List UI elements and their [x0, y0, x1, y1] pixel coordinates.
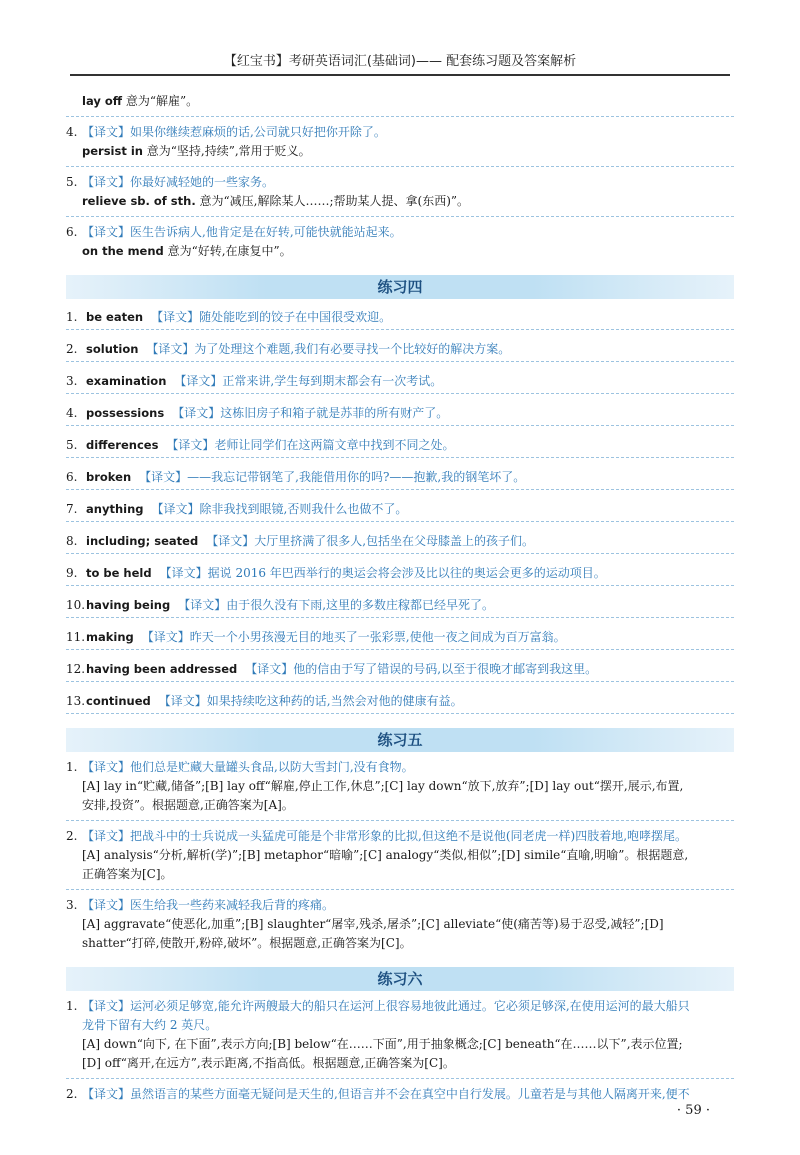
translation-tag: 【译文】 [82, 999, 131, 1013]
list-item [66, 223, 734, 261]
options-text: shatter“打碎,使散开,粉碎,破坏”。根据题意,正确答案为[C]。 [82, 936, 412, 950]
note: 意为“好转,在康复中”。 [163, 244, 292, 258]
item-number: 1. [66, 310, 78, 324]
translation-text: 除非我找到眼镜,否则我什么也做不了。 [199, 502, 408, 516]
item-number: 1. [66, 760, 78, 774]
translation-tag: 【译文】 [174, 374, 223, 388]
table-row [66, 369, 734, 394]
carryover-note [66, 92, 734, 117]
translation-tag: 【译文】 [139, 470, 188, 484]
table-row [66, 497, 734, 522]
translation-text: 这栋旧房子和箱子就是苏菲的所有财产了。 [220, 406, 449, 420]
table-row [66, 305, 734, 330]
translation-text: 随处能吃到的饺子在中国很受欢迎。 [199, 310, 392, 324]
translation-text: 如果你继续惹麻烦的话,公司就只好把你开除了。 [130, 125, 386, 139]
list-item [66, 173, 734, 217]
translation-tag: 【译文】 [166, 438, 215, 452]
list-item [66, 997, 734, 1079]
table-row [66, 401, 734, 426]
translation-text: 医生给我一些药来减轻我后背的疼痛。 [130, 898, 335, 912]
item-number: 5. [66, 175, 78, 189]
page-number: · 59 · [676, 1103, 710, 1118]
translation-tag: 【译文】 [206, 534, 255, 548]
translation-text: 虽然语言的某些方面毫无疑问是天生的,但语言并不会在真空中自行发展。儿童若是与其他人隔离开来,便不 [130, 1087, 690, 1101]
translation-tag: 【译文】 [82, 125, 131, 139]
item-number: 2. [66, 342, 78, 356]
answer: solution [86, 342, 139, 356]
content [66, 92, 734, 1113]
item-number: 3. [66, 374, 78, 388]
translation-text: 你最好减轻她的一些家务。 [130, 175, 275, 189]
table-row [66, 593, 734, 618]
item-number: 10. [66, 598, 86, 612]
translation-tag: 【译文】 [151, 502, 200, 516]
translation-tag: 【译文】 [82, 898, 131, 912]
item-number: 4. [66, 125, 78, 139]
translation-text: 龙骨下留有大约 2 英尺。 [82, 1018, 218, 1032]
table-row [66, 625, 734, 650]
translation-tag: 【译文】 [158, 694, 207, 708]
options-text: [A] down“向下, 在下面”,表示方向;[B] below“在……下面”,用于抽象概念;[C] beneath“在……以下”,表示位置; [82, 1037, 683, 1051]
item-number: 8. [66, 534, 78, 548]
note: 意为“减压,解除某人……;帮助某人提、拿(东西)”。 [195, 194, 470, 208]
translation-tag: 【译文】 [82, 760, 131, 774]
translation-tag: 【译文】 [82, 1087, 131, 1101]
section-title-exercise-6: 练习六 [66, 967, 734, 991]
translation-text: 正常来讲,学生每到期末都会有一次考试。 [222, 374, 443, 388]
header-rule [70, 74, 730, 76]
list-item [66, 758, 734, 821]
page-header: 【红宝书】考研英语词汇(基础词)—— 配套练习题及答案解析 [223, 54, 577, 69]
item-number: 13. [66, 694, 86, 708]
answer: possessions [86, 406, 165, 420]
answer: anything [86, 502, 144, 516]
translation-tag: 【译文】 [151, 310, 200, 324]
translation-tag: 【译文】 [82, 225, 131, 239]
table-row [66, 465, 734, 490]
list-item [66, 1085, 734, 1104]
options-text: [D] off“离开,在远方”,表示距离,不指高低。根据题意,正确答案为[C]。 [82, 1056, 455, 1070]
answer: differences [86, 438, 159, 452]
list-item [66, 827, 734, 890]
item-number: 12. [66, 662, 86, 676]
item-number: 4. [66, 406, 78, 420]
translation-text: 由于很久没有下雨,这里的多数庄稼都已经早死了。 [226, 598, 495, 612]
exercise-4-list [66, 305, 734, 714]
options-text: 正确答案为[C]。 [82, 867, 173, 881]
item-number: 1. [66, 999, 78, 1013]
translation-text: 他的信由于写了错误的号码,以至于很晚才邮寄到我这里。 [293, 662, 598, 676]
translation-text: 据说 2016 年巴西举行的奥运会将会涉及比以往的奥运会更多的运动项目。 [207, 566, 606, 580]
translation-text: 运河必须足够宽,能允许两艘最大的船只在运河上很容易地彼此通过。它必须足够深,在使用运河的最大船只 [130, 999, 690, 1013]
table-row [66, 657, 734, 682]
table-row [66, 433, 734, 458]
translation-tag: 【译文】 [146, 342, 195, 356]
options-text: [A] lay in“贮藏,储备”;[B] lay off“解雇,停止工作,休息”;[C] lay down“放下,放弃”;[D] lay out“摆开,展示,布置, [82, 779, 684, 793]
answer: continued [86, 694, 151, 708]
item-number: 6. [66, 470, 78, 484]
translation-text: 大厅里挤满了很多人,包括坐在父母膝盖上的孩子们。 [254, 534, 535, 548]
item-number: 6. [66, 225, 78, 239]
note: 意为“解雇”。 [122, 94, 199, 108]
translation-text: 昨天一个小男孩漫无目的地买了一张彩票,使他一夜之间成为百万富翁。 [189, 630, 566, 644]
translation-text: 他们总是贮藏大量罐头食品,以防大雪封门,没有食物。 [130, 760, 414, 774]
options-text: 安排,投资”。根据题意,正确答案为[A]。 [82, 798, 294, 812]
translation-text: 医生告诉病人,他肯定是在好转,可能快就能站起来。 [130, 225, 402, 239]
translation-tag: 【译文】 [245, 662, 294, 676]
item-number: 3. [66, 898, 78, 912]
table-row [66, 529, 734, 554]
answer: be eaten [86, 310, 144, 324]
item-number: 7. [66, 502, 78, 516]
answer: broken [86, 470, 132, 484]
answer: making [86, 630, 134, 644]
table-row [66, 689, 734, 714]
item-number: 5. [66, 438, 78, 452]
translation-tag: 【译文】 [159, 566, 208, 580]
translation-tag: 【译文】 [82, 829, 131, 843]
item-number: 9. [66, 566, 78, 580]
translation-text: 老师让同学们在这两篇文章中找到不同之处。 [214, 438, 455, 452]
translation-tag: 【译文】 [172, 406, 221, 420]
translation-text: ——我忘记带钢笔了,我能借用你的吗?——抱歉,我的钢笔坏了。 [187, 470, 526, 484]
list-item [66, 123, 734, 167]
answer: examination [86, 374, 167, 388]
table-row [66, 561, 734, 586]
section-title-exercise-5: 练习五 [66, 728, 734, 752]
answer: having being [86, 598, 171, 612]
item-number: 11. [66, 630, 86, 644]
translation-tag: 【译文】 [141, 630, 190, 644]
note: 意为“坚持,持续”,常用于贬义。 [142, 144, 311, 158]
options-text: [A] analysis“分析,解析(学)”;[B] metaphor“暗喻”;[C] analogy“类似,相似”;[D] simile“直喻,明喻”。根据题意, [82, 848, 689, 862]
answer: to be held [86, 566, 152, 580]
translation-tag: 【译文】 [178, 598, 227, 612]
translation-text: 如果持续吃这种药的话,当然会对他的健康有益。 [206, 694, 463, 708]
section-title-exercise-4: 练习四 [66, 275, 734, 299]
options-text: [A] aggravate“使恶化,加重”;[B] slaughter“屠宰,残杀,屠杀”;[C] alleviate“使(痛苦等)易于忍受,减轻”;[D] [82, 917, 664, 931]
answer: including; seated [86, 534, 199, 548]
term: on the mend [82, 244, 164, 258]
translation-tag: 【译文】 [82, 175, 131, 189]
term: lay off [82, 94, 123, 108]
table-row [66, 337, 734, 362]
answer: having been addressed [86, 662, 238, 676]
item-number: 2. [66, 1087, 78, 1101]
item-number: 2. [66, 829, 78, 843]
term: persist in [82, 144, 143, 158]
list-item [66, 896, 734, 953]
translation-text: 把战斗中的士兵说成一头猛虎可能是个非常形象的比拟,但这绝不是说他(同老虎一样)四肢着地,咆哮摆尾。 [130, 829, 688, 843]
translation-text: 为了处理这个难题,我们有必要寻找一个比较好的解决方案。 [194, 342, 511, 356]
term: relieve sb. of sth. [82, 194, 196, 208]
